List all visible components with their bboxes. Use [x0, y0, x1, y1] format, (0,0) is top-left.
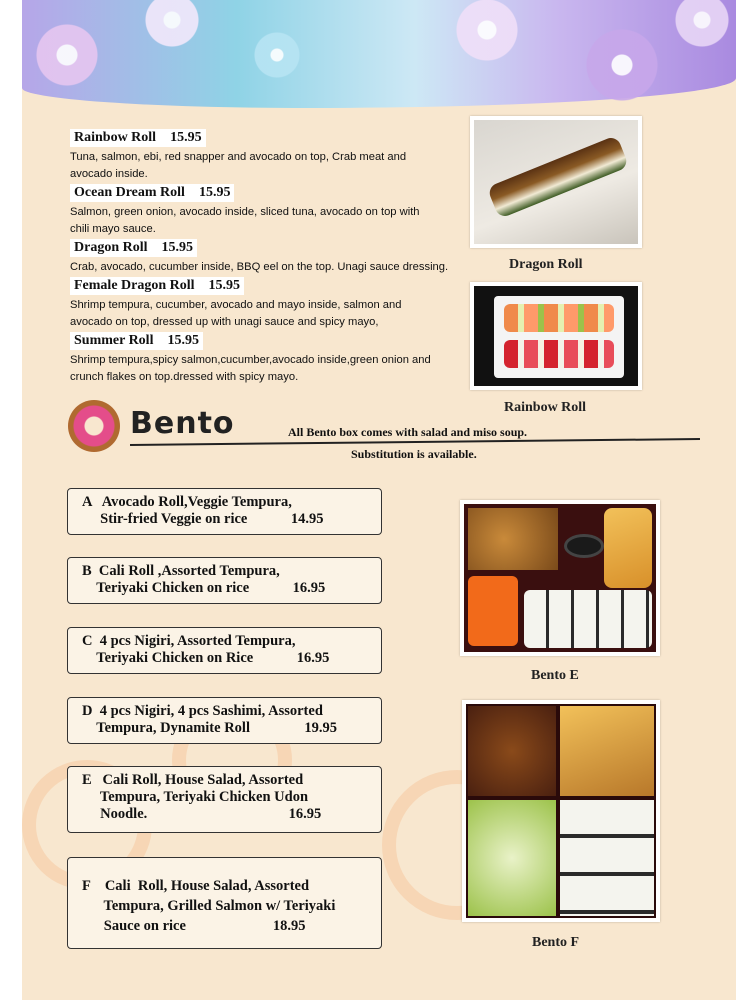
item-price: 15.95	[167, 333, 199, 348]
menu-item-summer-roll	[70, 331, 470, 386]
item-description	[70, 259, 490, 276]
item-name: Dragon Roll	[74, 240, 148, 255]
rainbow-roll-caption: Rainbow Roll	[504, 400, 587, 415]
item-description	[70, 204, 470, 238]
description-line: avocado on top, dressed up with unagi sauce and spicy mayo,	[70, 316, 379, 328]
menu-page	[22, 0, 736, 1000]
dragon-roll-photo	[470, 116, 642, 248]
menu-item-female-dragon-roll	[70, 276, 470, 331]
item-price: 15.95	[208, 278, 241, 293]
item-name: Summer Roll	[74, 333, 154, 348]
section-title-bento: Bento	[130, 406, 235, 441]
bento-line: Tempura, Grilled Salmon w/ Teriyaki	[82, 898, 336, 914]
bento-line: Tempura, Dynamite Roll 19.95	[82, 720, 337, 736]
bento-line: Tempura, Teriyaki Chicken Udon	[82, 789, 309, 805]
item-heading	[70, 239, 197, 257]
bento-option-e	[67, 766, 382, 833]
bento-line: B Cali Roll ,Assorted Tempura,	[82, 563, 280, 579]
item-heading	[70, 332, 203, 350]
flower-decoration	[672, 0, 732, 50]
item-name: Ocean Dream Roll	[74, 185, 185, 200]
description-line: Salmon, green onion, avocado inside, sliced tuna, avocado on top with	[70, 206, 420, 218]
bento-line: C 4 pcs Nigiri, Assorted Tempura,	[82, 633, 296, 649]
item-price: 15.95	[161, 240, 193, 255]
item-price: 15.95	[198, 185, 231, 200]
bento-line: Noodle. 16.95	[82, 806, 322, 822]
bento-f-caption: Bento F	[532, 935, 580, 950]
description-line: avocado inside.	[70, 168, 148, 180]
bento-option-b	[67, 557, 382, 604]
item-heading	[70, 277, 244, 295]
menu-item-rainbow-roll	[70, 128, 470, 183]
bento-note-substitution: Substitution is available.	[351, 447, 477, 461]
flower-decoration	[582, 25, 662, 105]
donut-icon	[68, 400, 120, 452]
floral-banner	[22, 0, 736, 108]
item-name: Rainbow Roll	[74, 130, 157, 145]
menu-item-ocean-dream-roll	[70, 183, 470, 238]
item-description	[70, 352, 470, 386]
bento-line: A Avocado Roll,Veggie Tempura,	[82, 494, 292, 510]
description-line: Shrimp tempura,spicy salmon,cucumber,avocado inside,green onion and	[70, 354, 431, 366]
bento-line: Teriyaki Chicken on Rice 16.95	[82, 650, 330, 666]
bento-line: Teriyaki Chicken on rice 16.95	[82, 580, 326, 596]
flower-decoration	[452, 0, 522, 65]
dragon-roll-caption: Dragon Roll	[509, 257, 583, 272]
bento-line: D 4 pcs Nigiri, 4 pcs Sashimi, Assorted	[82, 703, 323, 719]
flower-decoration	[252, 30, 302, 80]
item-name: Female Dragon Roll	[74, 278, 195, 293]
item-description	[70, 149, 470, 183]
bento-line: E Cali Roll, House Salad, Assorted	[82, 772, 304, 788]
description-line: Tuna, salmon, ebi, red snapper and avocado on top, Crab meat and	[70, 151, 407, 163]
flower-decoration	[142, 0, 202, 50]
bento-note-includes: All Bento box comes with salad and miso soup.	[288, 425, 528, 439]
item-heading	[70, 129, 206, 147]
menu-item-dragon-roll	[70, 238, 490, 276]
bento-option-c	[67, 627, 382, 674]
description-line: crunch flakes on top.dressed with spicy mayo.	[70, 371, 299, 383]
bento-e-photo	[460, 500, 660, 656]
item-price: 15.95	[170, 130, 202, 145]
bento-e-caption: Bento E	[531, 668, 579, 683]
bento-option-a	[67, 488, 382, 535]
bento-option-d	[67, 697, 382, 744]
bento-line: Sauce on rice 18.95	[82, 918, 306, 934]
flower-decoration	[32, 20, 102, 90]
bento-line: Stir-fried Veggie on rice 14.95	[82, 511, 324, 527]
description-line: Crab, avocado, cucumber inside, BBQ eel on the top. Unagi sauce dressing.	[70, 261, 449, 273]
rainbow-roll-photo	[470, 282, 642, 390]
bento-f-photo	[462, 700, 660, 922]
item-heading	[70, 184, 234, 202]
bento-line: F Cali Roll, House Salad, Assorted	[82, 878, 310, 894]
item-description	[70, 297, 470, 331]
description-line: chili mayo sauce.	[70, 223, 156, 235]
bento-option-f	[67, 857, 382, 949]
description-line: Shrimp tempura, cucumber, avocado and mayo inside, salmon and	[70, 299, 402, 311]
